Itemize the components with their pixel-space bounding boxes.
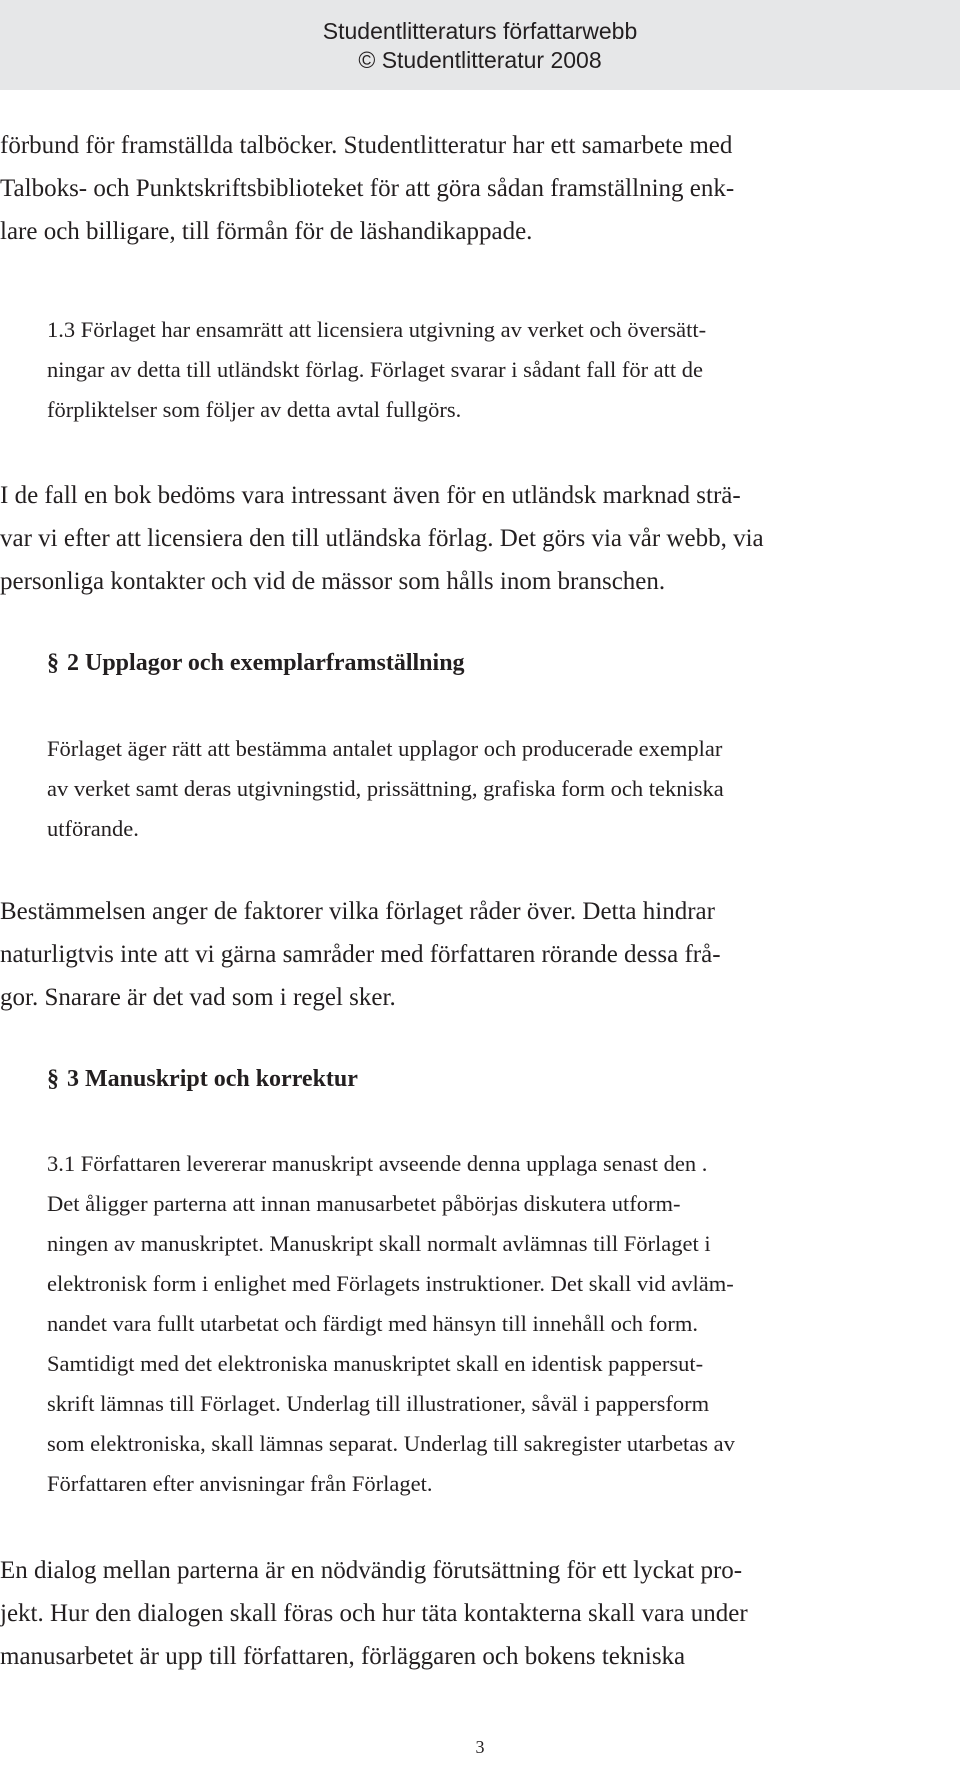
- text-line: Det åligger parterna att innan manusarbetet påbörjas diskutera utform-: [47, 1191, 681, 1216]
- paragraph-talbocker: [0, 124, 734, 253]
- text-line: nandet vara fullt utarbetat och färdigt med hänsyn till innehåll och form.: [47, 1311, 699, 1336]
- text-line: ningen av manuskriptet. Manuskript skall normalt avlämnas till Förlaget i: [47, 1231, 711, 1256]
- text-line: manusarbetet är upp till författaren, förläggaren och bokens tekniska: [0, 1643, 686, 1670]
- text-line: jekt. Hur den dialogen skall föras och hur täta kontakterna skall vara under: [0, 1600, 748, 1627]
- text-line: elektronisk form i enlighet med Förlagets instruktioner. Det skall vid avläm-: [47, 1271, 734, 1296]
- text-line: förbund för framställda talböcker. Studentlitteratur har ett samarbete med: [0, 132, 733, 159]
- section-title: 2 Upplagor och exemplarframställning: [67, 650, 465, 676]
- text-line: 1.3 Förlaget har ensamrätt att licensiera utgivning av verket och översätt-: [47, 317, 707, 342]
- text-line: Bestämmelsen anger de faktorer vilka förlaget råder över. Detta hindrar: [0, 898, 715, 925]
- paragraph-dialog: [0, 1549, 748, 1678]
- text-line: gor. Snarare är det vad som i regel sker.: [0, 984, 396, 1011]
- section-heading-manuskript: [47, 1066, 358, 1093]
- text-line: personliga kontakter och vid de mässor som hålls inom branschen.: [0, 568, 666, 595]
- text-line: I de fall en bok bedöms vara intressant även för en utländsk marknad strä-: [0, 482, 741, 509]
- paragraph-upplagor: [47, 729, 724, 849]
- text-line: Talboks- och Punktskriftsbiblioteket för att göra sådan framställning enk-: [0, 175, 735, 202]
- text-line: utförande.: [47, 816, 139, 841]
- section-symbol: §: [47, 1066, 59, 1092]
- text-line: var vi efter att licensiera den till utländska förlag. Det görs via vår webb, via: [0, 525, 764, 552]
- text-line: ningar av detta till utländskt förlag. Förlaget svarar i sådant fall för att de: [47, 357, 704, 382]
- text-line: lare och billigare, till förmån för de läshandikappade.: [0, 218, 533, 245]
- text-line: som elektroniska, skall lämnas separat. Underlag till sakregister utarbetas av: [47, 1431, 735, 1456]
- section-title: 3 Manuskript och korrektur: [67, 1066, 358, 1092]
- text-line: Samtidigt med det elektroniska manuskriptet skall en identisk pappersut-: [47, 1351, 704, 1376]
- text-line: naturligtvis inte att vi gärna samråder med författaren rörande dessa frå-: [0, 941, 721, 968]
- text-line: Förlaget äger rätt att bestämma antalet upplagor och producerade exemplar: [47, 736, 723, 761]
- page-header: [0, 0, 960, 90]
- paragraph-utlandsk-marknad: [0, 474, 764, 603]
- text-line: Författaren efter anvisningar från Förlaget.: [47, 1471, 433, 1496]
- page-number: 3: [475, 1737, 485, 1757]
- text-line: förpliktelser som följer av detta avtal fullgörs.: [47, 397, 462, 422]
- text-line: En dialog mellan parterna är en nödvändig förutsättning för ett lyckat pro-: [0, 1557, 743, 1584]
- paragraph-clause-1-3: [47, 310, 706, 430]
- section-symbol: §: [47, 650, 59, 676]
- text-line: 3.1 Författaren levererar manuskript avseende denna upplaga senast den .: [47, 1151, 708, 1176]
- header-copyright: © Studentlitteratur 2008: [358, 47, 602, 73]
- paragraph-bestammelsen: [0, 890, 721, 1019]
- text-line: av verket samt deras utgivningstid, prissättning, grafiska form och tekniska: [47, 776, 724, 801]
- section-heading-upplagor: [47, 650, 465, 677]
- header-title: Studentlitteraturs författarwebb: [322, 18, 638, 44]
- paragraph-clause-3-1: [47, 1144, 735, 1504]
- text-line: skrift lämnas till Förlaget. Underlag till illustrationer, såväl i pappersform: [47, 1391, 710, 1416]
